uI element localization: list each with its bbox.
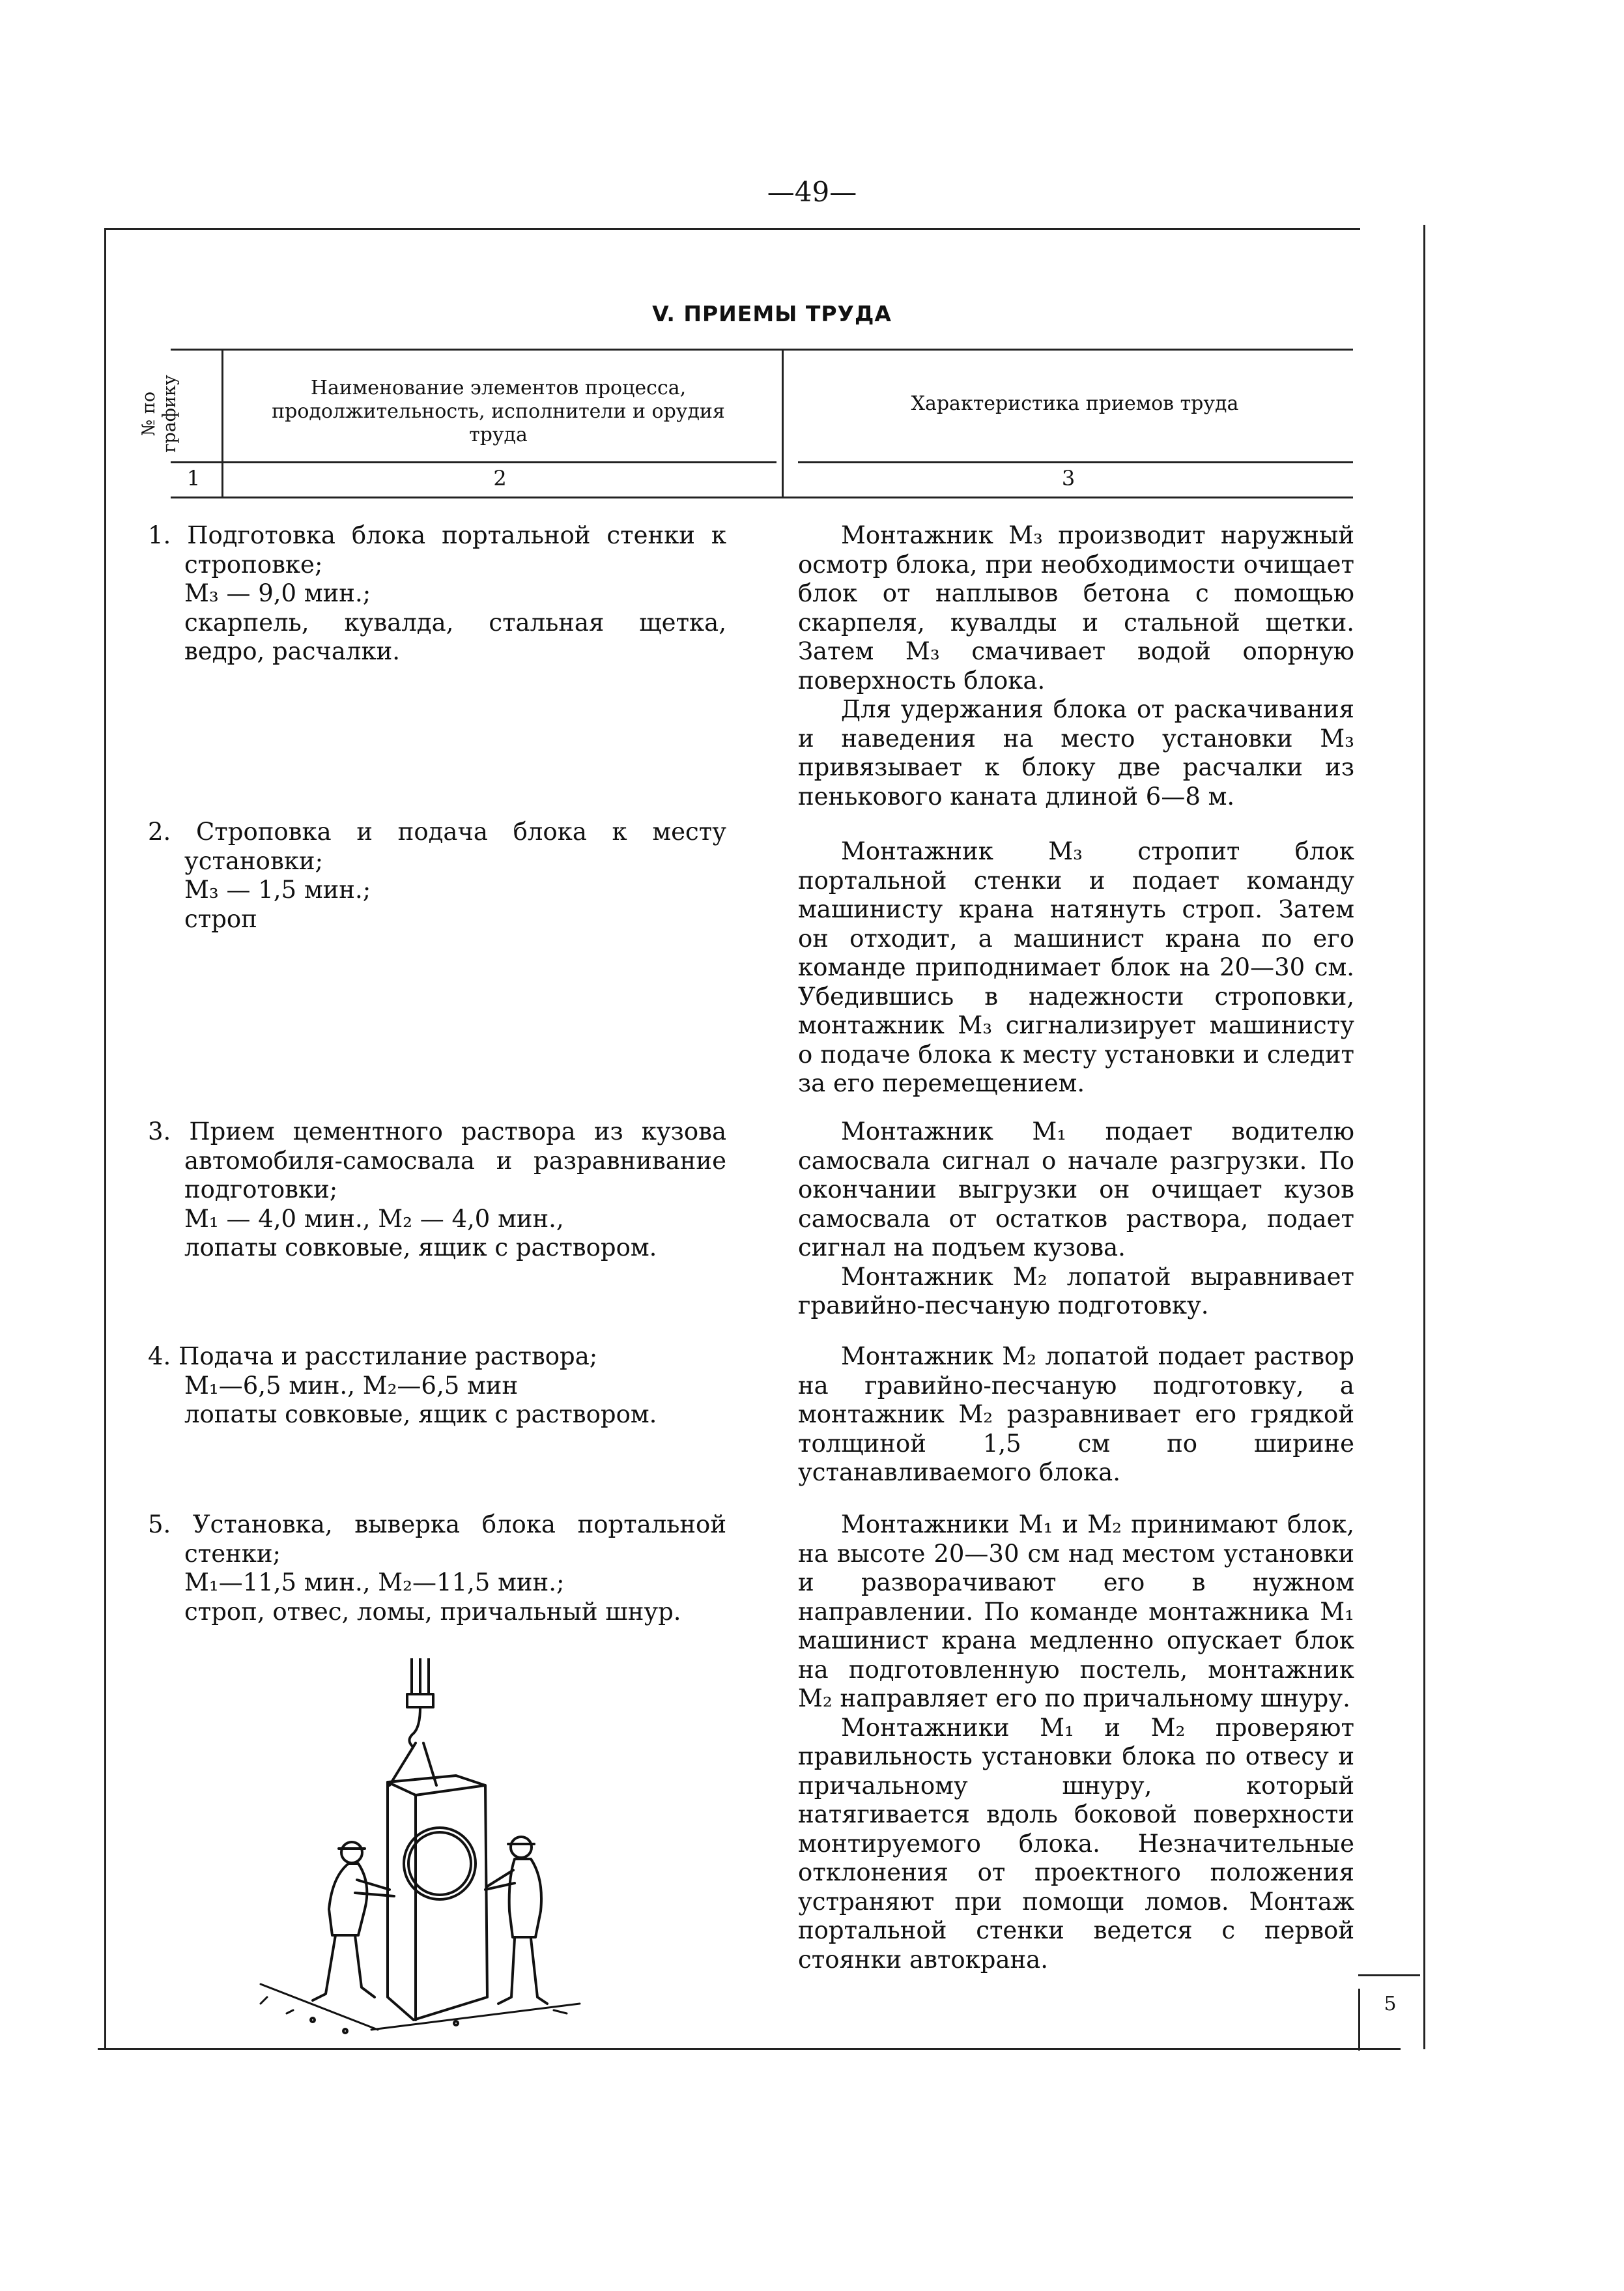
header-column-number-label: № по графику <box>139 375 180 453</box>
section-title: V. ПРИЕМЫ ТРУДА <box>652 301 892 326</box>
description-paragraph: Монтажники М₁ и М₂ принимают блок, на высоте 20—30 см над местом установки и разворачивают его в нужном направлении. По команде монтажника М₁ машинист крана медленно опускает блок на подготовленную постель, монтажник М₂ направляет его по причальному шнуру. <box>798 1510 1354 1712</box>
technique-description-5 <box>798 1510 1354 1974</box>
table-col2-divider <box>782 349 784 497</box>
description-paragraph: Монтажник М₂ лопатой выравнивает гравийно-песчаную подготовку. <box>798 1262 1354 1319</box>
frame-right-rule <box>1423 225 1425 2049</box>
block-installation-illustration <box>241 1658 586 2036</box>
process-item-duration: М₃ — 9,0 мин.; <box>184 579 371 607</box>
process-item-tools: скарпель, кувалда, стальная щетка, ведро, расчалки. <box>184 608 726 665</box>
process-item-tools: строп <box>184 904 257 933</box>
corner-box-top-rule <box>1358 1974 1420 1976</box>
frame-left-rule <box>104 228 106 2049</box>
table-colnum-bottom-rule <box>171 497 1353 498</box>
process-item-duration: М₁—6,5 мин., М₂—6,5 мин <box>184 1371 519 1400</box>
frame-bottom-rule <box>98 2048 1401 2050</box>
description-paragraph: Монтажник М₂ лопатой подает раствор на гравийно-песчаную подготовку, а монтажник М₂ разравнивает его грядкой толщиной 1,5 см по ширине устанавливаемого блока. <box>798 1342 1354 1486</box>
process-item-tools: лопаты совковые, ящик с раствором. <box>184 1400 657 1428</box>
process-item-title: 1. Подготовка блока портальной стенки к строповке; <box>148 521 726 579</box>
description-paragraph: Монтажник М₃ производит наружный осмотр блока, при необходимости очищает блок от наплывов бетона с помощью скарпеля, кувалды и стальной щетки. Затем М₃ смачивает водой опорную поверхность блока. <box>798 521 1354 695</box>
table-header-bottom-rule-right <box>798 461 1353 463</box>
column-number-3: 3 <box>1061 466 1076 491</box>
process-item-duration: М₁ — 4,0 мин., М₂ — 4,0 мин., <box>184 1204 564 1233</box>
process-item-5 <box>148 1510 726 1626</box>
process-item-tools: строп, отвес, ломы, причальный шнур. <box>184 1597 681 1626</box>
process-item-4 <box>148 1342 726 1430</box>
header-column-elements: Наименование элементов процесса, продолжительность, исполнители и орудия труда <box>272 377 725 446</box>
table-header-top-rule <box>171 349 1353 351</box>
description-paragraph: Для удержания блока от раскачивания и наведения на место установки М₃ привязывает к блоку две расчалки из пенькового каната длиной 6—8 м. <box>798 695 1354 811</box>
technique-description-3 <box>798 1117 1354 1321</box>
table-header-bottom-rule-left <box>171 461 776 463</box>
page-number: —49— <box>767 176 857 208</box>
column-number-1: 1 <box>186 466 201 491</box>
process-item-duration: М₃ — 1,5 мин.; <box>184 876 371 904</box>
technique-description-4 <box>798 1342 1354 1488</box>
technique-description-2 <box>798 837 1354 1099</box>
corner-box-left-rule <box>1358 1989 1360 2051</box>
technique-description-1 <box>798 521 1354 811</box>
description-paragraph: Монтажники М₁ и М₂ проверяют правильность установки блока по отвесу и причальному шнуру, который натягивается вдоль боковой поверхности монтируемого блока. Незначительные отклонения от проектного положения устраняют при помощи ломов. Монтаж портальной стенки ведется с первой стоянки автокрана. <box>798 1713 1354 1974</box>
description-paragraph: Монтажник М₁ подает водителю самосвала сигнал о начале разгрузки. По окончании выгрузки он очищает кузов самосвала от остатков раствора, подает сигнал на подъем кузова. <box>798 1117 1354 1261</box>
process-item-duration: М₁—11,5 мин., М₂—11,5 мин.; <box>184 1568 565 1596</box>
corner-page-marker: 5 <box>1384 1993 1397 2015</box>
process-item-3 <box>148 1117 726 1263</box>
column-number-2: 2 <box>493 466 507 491</box>
process-item-title: 4. Подача и расстилание раствора; <box>148 1342 598 1370</box>
header-column-number <box>98 358 221 469</box>
process-item-title: 5. Установка, выверка блока портальной стенки; <box>148 1510 726 1568</box>
process-item-1 <box>148 521 726 667</box>
process-item-tools: лопаты совковые, ящик с раствором. <box>184 1233 657 1261</box>
process-item-2 <box>148 818 726 934</box>
header-column-characteristics: Характеристика приемов труда <box>911 392 1239 415</box>
description-paragraph: Монтажник М₃ стропит блок портальной стенки и подает команду машинисту крана натянуть строп. Затем он отходит, а машинист крана по его команде приподнимает блок на 20—30 см. Убедившись в надежности строповки, монтажник М₃ сигнализирует машинисту о подаче блока к месту установки и следит за его перемещением. <box>798 837 1354 1097</box>
process-item-title: 3. Прием цементного раствора из кузова автомобиля-самосвала и разравнивание подготовки; <box>148 1117 726 1203</box>
frame-top-rule <box>104 228 1360 230</box>
process-item-title: 2. Строповка и подача блока к месту установки; <box>148 818 726 875</box>
